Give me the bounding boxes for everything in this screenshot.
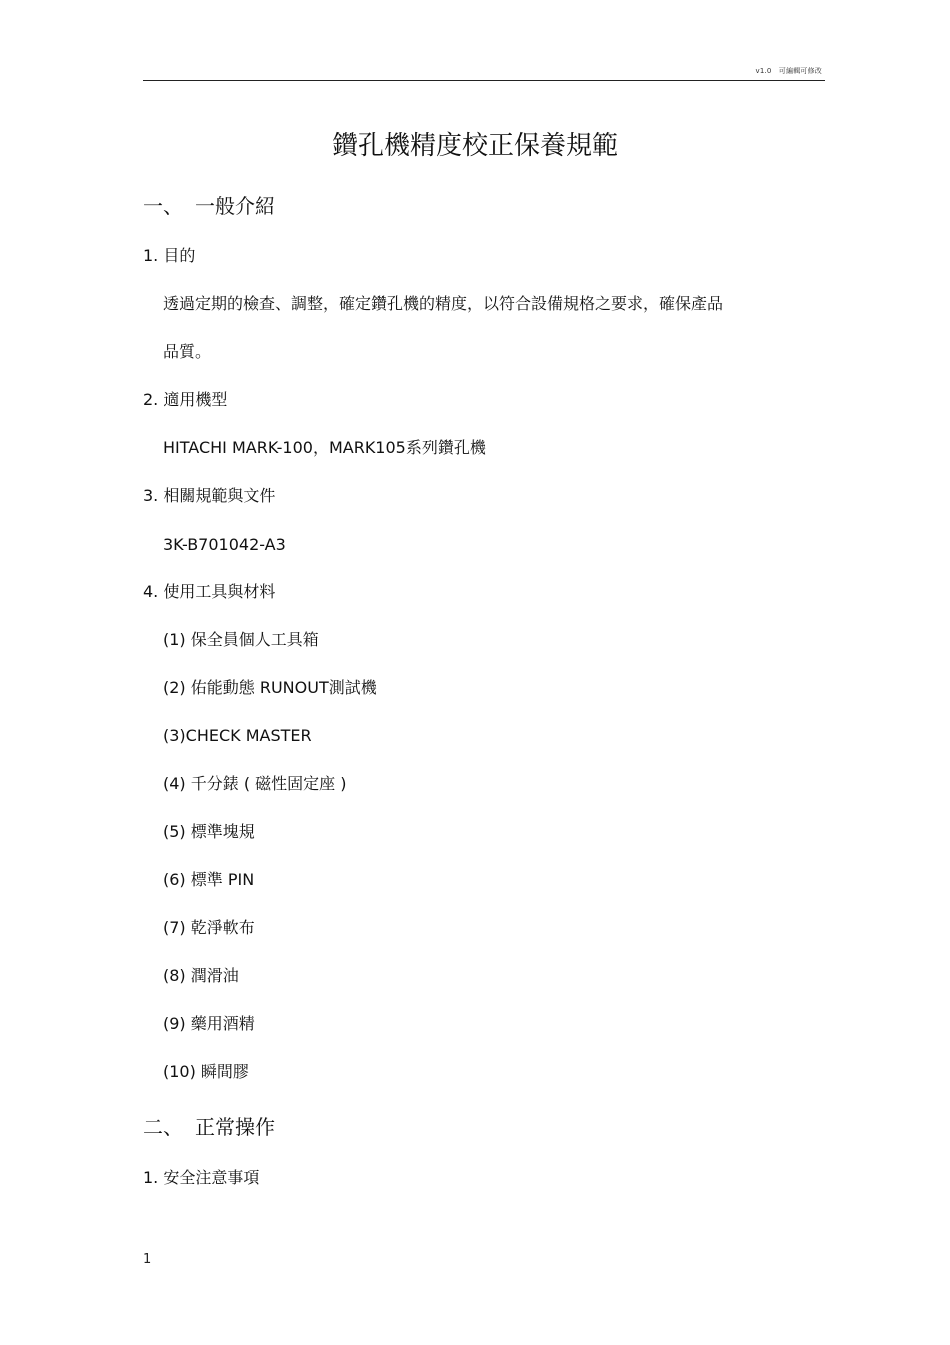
document-title: 鑽孔機精度校正保養規範 <box>331 131 618 161</box>
purpose-heading: 1. 目的 <box>143 246 196 265</box>
tool-item: (3)CHECK MASTER <box>163 726 312 745</box>
page-number: 1 <box>143 1252 152 1267</box>
section-1-heading <box>143 193 275 219</box>
tool-item: (1) 保全員個人工具箱 <box>163 630 319 649</box>
tool-item: (9) 藥用酒精 <box>163 1014 255 1033</box>
page-header-text: v1.0 可編輯可修改 <box>755 67 822 75</box>
section-1-number: 一、 <box>143 194 183 218</box>
models-text: HITACHI MARK-100，MARK105系列鑽孔機 <box>163 438 486 457</box>
safety-heading: 1. 安全注意事項 <box>143 1168 260 1187</box>
purpose-text-line-1: 透過定期的檢查、調整，確定鑽孔機的精度，以符合設備規格之要求，確保產品 <box>163 294 724 313</box>
tool-item: (2) 佑能動態 RUNOUT測試機 <box>163 678 377 697</box>
tool-item: (10) 瞬間膠 <box>163 1062 249 1081</box>
section-2-title: 正常操作 <box>195 1115 275 1139</box>
docs-text: 3K-B701042-A3 <box>163 535 286 554</box>
tools-heading: 4. 使用工具與材料 <box>143 582 276 601</box>
purpose-text-line-2: 品質。 <box>163 342 212 361</box>
docs-heading: 3. 相關規範與文件 <box>143 486 276 505</box>
tool-item: (5) 標準塊規 <box>163 822 255 841</box>
header-rule <box>143 80 825 81</box>
section-1-title: 一般介紹 <box>195 194 275 218</box>
tool-item: (4) 千分錶 ( 磁性固定座 ) <box>163 774 347 793</box>
tool-item: (6) 標準 PIN <box>163 870 255 889</box>
models-heading: 2. 適用機型 <box>143 390 228 409</box>
tool-item: (7) 乾淨軟布 <box>163 918 255 937</box>
section-2-number: 二、 <box>143 1115 183 1139</box>
section-2-heading <box>143 1114 275 1140</box>
tool-item: (8) 潤滑油 <box>163 966 239 985</box>
